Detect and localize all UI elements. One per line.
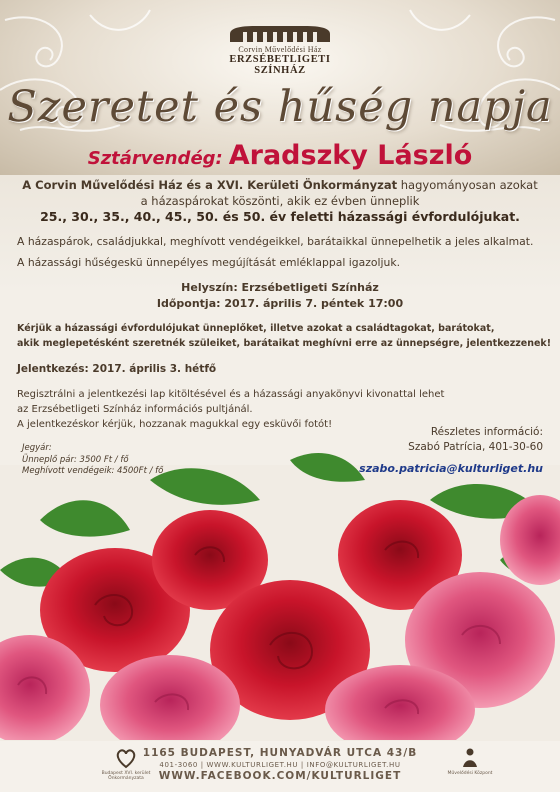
venue: Helyszín: Erzsébetligeti Színház (181, 281, 379, 294)
theater-logo (212, 22, 348, 74)
footer (0, 741, 560, 792)
theater-building-icon (225, 22, 335, 44)
footer-right-logo-text: Művelődési Központ (447, 771, 493, 776)
request-line-2: akik meglepetésként szeretnék szüleiket, barátaikat meghívni erre az ünnepségre, jelentkezzenek! (17, 338, 552, 349)
footer-left-logo-text: Budapest XVI. kerület Önkormányzata (101, 771, 151, 781)
registration-line-2: az Erzsébetligeti Színház információs pultjánál. (17, 404, 253, 415)
footer-address: 1165 BUDAPEST, HUNYADVÁR UTCA 43/B (142, 747, 418, 759)
event-date: Időpontja: 2017. április 7. péntek 17:00 (156, 297, 404, 310)
roses-illustration (0, 440, 560, 740)
footer-contact: 401-3060 | WWW.KULTURLIGET.HU | INFO@KULTURLIGET.HU (159, 761, 401, 769)
intro-rest: hagyományosan azokat (397, 178, 538, 192)
registration-line-1: Regisztrálni a jelentkezési lap kitöltésével és a házassági anyakönyvi kivonattal lehet (17, 389, 445, 400)
footer-facebook-link[interactable]: WWW.FACEBOOK.COM/KULTURLIGET (158, 770, 402, 782)
star-guest-line (0, 140, 560, 171)
intro-line-1 (0, 178, 560, 192)
intro-line-2: a házaspárokat köszönti, akik ez évben ünneplik (140, 194, 420, 208)
tickets-title: Jegyár: (22, 443, 52, 453)
intro-organizers: A Corvin Művelődési Ház és a XVI. Kerületi Önkormányzat (22, 178, 398, 192)
paragraph-2: A házassági hűségeskü ünnepélyes megújítását emléklappal igazoljuk. (17, 256, 401, 269)
registration-line-3: A jelentkezéskor kérjük, hozzanak magukkal egy esküvői fotót! (17, 419, 333, 430)
page-title: Szeretet és hűség napja (7, 82, 553, 132)
figure-logo-icon (459, 747, 481, 769)
info-contact: Szabó Patrícia, 401-30-60 (408, 441, 543, 453)
tickets-couple: Ünneplő pár: 3500 Ft / fő (22, 455, 129, 465)
star-guest-label: Sztárvendég: (87, 148, 223, 169)
info-label: Részletes információ: (430, 426, 543, 438)
request-line-1: Kérjük a házassági évfordulójukat ünneplőket, illetve azokat a családtagokat, barátokat, (17, 323, 495, 334)
email-link[interactable]: szabo.patricia@kulturliget.hu (359, 462, 543, 475)
tickets-guest: Meghívott vendégeik: 4500Ft / fő (22, 466, 164, 476)
logo-title: ERZSÉBETLIGETI SZÍNHÁZ (229, 54, 331, 76)
logo-subtitle: Corvin Művelődési Ház (238, 45, 322, 54)
star-guest-name: Aradszky László (228, 140, 473, 171)
registration-deadline: Jelentkezés: 2017. április 3. hétfő (17, 363, 217, 375)
footer-right-logo (440, 747, 500, 776)
anniversaries-line: 25., 30., 35., 40., 45., 50. és 50. év feletti házassági évfordulójukat. (40, 209, 520, 224)
paragraph-1: A házaspárok, családjukkal, meghívott vendégeikkel, barátaikkal ünnepelhetik a jeles alkalmat. (17, 235, 534, 248)
